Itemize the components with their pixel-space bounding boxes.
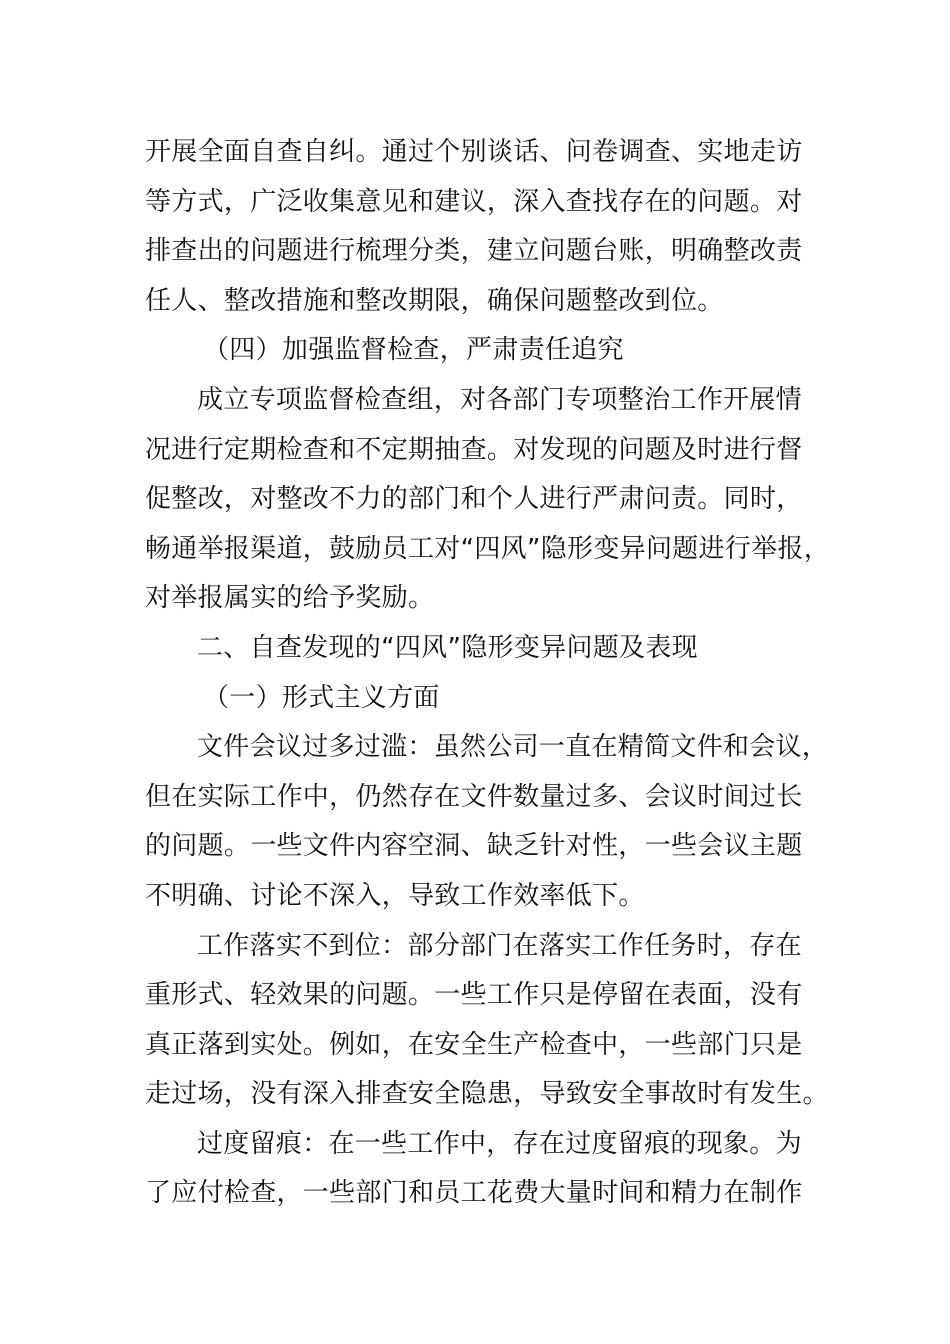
paragraph-line: 真正落到实处。例如，在安全生产检查中，一些部门只是	[145, 1029, 803, 1060]
paragraph-line: 成立专项监督检查组，对各部门专项整治工作开展情	[197, 384, 802, 415]
paragraph-line: 工作落实不到位：部分部门在落实工作任务时，存在	[197, 930, 802, 961]
paragraph-line: 畅通举报渠道，鼓励员工对“四风”隐形变异问题进行举报，	[145, 533, 831, 564]
paragraph-line: 文件会议过多过滥：虽然公司一直在精简文件和会议，	[197, 732, 829, 763]
paragraph-line: 重形式、轻效果的问题。一些工作只是停留在表面，没有	[145, 980, 803, 1011]
paragraph-line: 了应付检查，一些部门和员工花费大量时间和精力在制作	[145, 1178, 803, 1209]
chapter-heading-2: 二、自查发现的“四风”隐形变异问题及表现	[197, 632, 698, 663]
paragraph-line: 促整改，对整改不力的部门和个人进行严肃问责。同时，	[145, 484, 803, 515]
paragraph-line: 开展全面自查自纠。通过个别谈话、问卷调查、实地走访	[145, 137, 803, 167]
paragraph-line: 排查出的问题进行梳理分类，建立问题台账，明确整改责	[145, 236, 803, 267]
paragraph-line: 的问题。一些文件内容空洞、缺乏针对性，一些会议主题	[145, 831, 803, 862]
paragraph-line: 等方式，广泛收集意见和建议，深入查找存在的问题。对	[145, 186, 803, 217]
paragraph-line: 走过场，没有深入排查安全隐患，导致安全事故时有发生。	[145, 1079, 829, 1110]
paragraph-line: 过度留痕：在一些工作中，存在过度留痕的现象。为	[197, 1128, 802, 1159]
paragraph-line: 况进行定期检查和不定期抽查。对发现的问题及时进行督	[145, 434, 803, 465]
paragraph-line: 但在实际工作中，仍然存在文件数量过多、会议时间过长	[145, 781, 803, 812]
paragraph-line: 不明确、讨论不深入，导致工作效率低下。	[145, 880, 645, 911]
paragraph-line: 任人、整改措施和整改期限，确保问题整改到位。	[145, 285, 724, 316]
section-heading-1: （一）形式主义方面	[203, 682, 440, 713]
section-heading-4: （四）加强监督检查，严肃责任追究	[203, 335, 624, 366]
document-body	[145, 128, 835, 1219]
paragraph-line: 对举报属实的给予奖励。	[145, 583, 435, 614]
